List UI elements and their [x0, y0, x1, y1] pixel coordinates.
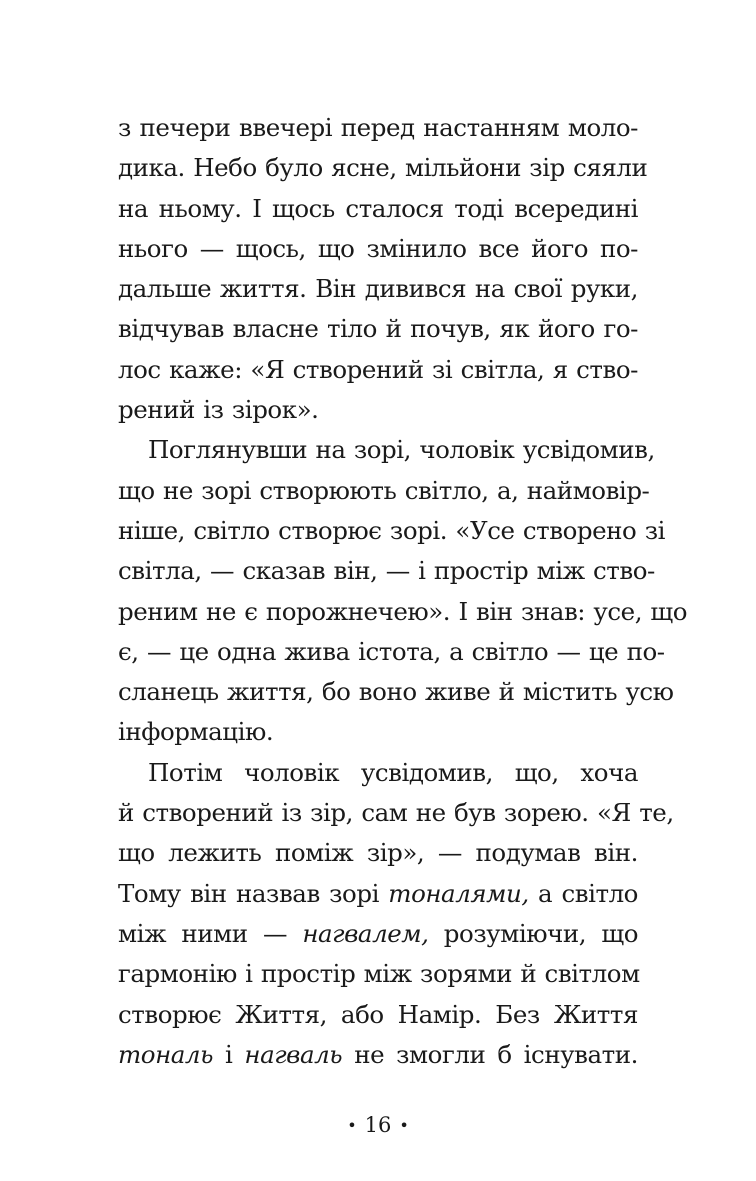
paragraph-2: [118, 430, 688, 752]
text-line: з печери ввечері перед настанням моло-: [118, 113, 638, 142]
text-segment: а світло: [528, 878, 638, 908]
text-line: рений із зірок».: [118, 395, 319, 425]
text-segment: Тому він назвав зорі: [118, 878, 389, 908]
text-line: лос каже: «Я створений зі світла, я ство-: [118, 354, 638, 384]
text-line: дальше життя. Він дивився на свої руки,: [118, 274, 638, 304]
text-line: світла, — сказав він, — і простір між ство-: [118, 556, 655, 586]
text-line: ніше, світло створює зорі. «Усе створено зі: [118, 515, 665, 545]
text-line: що лежить поміж зір», — подумав він.: [118, 838, 638, 868]
text-line: Поглянувши на зорі, чоловік усвідомив,: [148, 435, 655, 465]
paragraph-1: [118, 108, 648, 430]
text-line-with-italic: [118, 874, 638, 914]
text-segment: не змогли б існувати.: [342, 1039, 638, 1069]
text-line: є, — це одна жива істота, а світло — це по-: [118, 636, 665, 666]
text-line: що не зорі створюють світло, а, наймовір-: [118, 475, 650, 505]
book-page-text: [118, 108, 688, 1075]
text-line: й створений із зір, сам не був зорею. «Я те,: [118, 798, 674, 828]
text-line-with-italic: [118, 914, 638, 954]
page-number-footer: [0, 1110, 756, 1141]
text-segment: і: [212, 1039, 245, 1069]
text-line: сланець життя, бо воно живе й містить усю: [118, 677, 674, 707]
text-line: гармонію і простір між зорями й світлом: [118, 959, 640, 989]
text-segment: розуміючи, що: [428, 918, 638, 948]
text-line: реним не є порожнечею». І він знав: усе, що: [118, 596, 688, 626]
text-line: Потім чоловік усвідомив, що, хоча: [148, 757, 638, 787]
italic-term-nahvalem: нагвалем,: [302, 918, 429, 948]
text-line: нього — щось, що змінило все його по-: [118, 233, 638, 263]
text-line-with-italic: [118, 1035, 638, 1075]
italic-term-tonalyamy: тоналями,: [388, 878, 529, 908]
text-line: дика. Небо було ясне, мільйони зір сяяли: [118, 153, 648, 183]
text-line: створює Життя, або Намір. Без Життя: [118, 999, 638, 1029]
paragraph-3: [118, 753, 674, 1075]
italic-term-nahval: нагваль: [244, 1039, 343, 1069]
text-line: на ньому. І щось сталося тоді всередині: [118, 193, 638, 223]
bullet-left: •: [347, 1116, 357, 1135]
text-line: відчував власне тіло й почув, як його го-: [118, 314, 638, 344]
bullet-right: •: [399, 1116, 409, 1135]
text-segment: між ними —: [118, 918, 303, 948]
page-number: 16: [364, 1113, 392, 1137]
text-line: інформацію.: [118, 717, 274, 747]
italic-term-tonal: тональ: [118, 1039, 213, 1069]
